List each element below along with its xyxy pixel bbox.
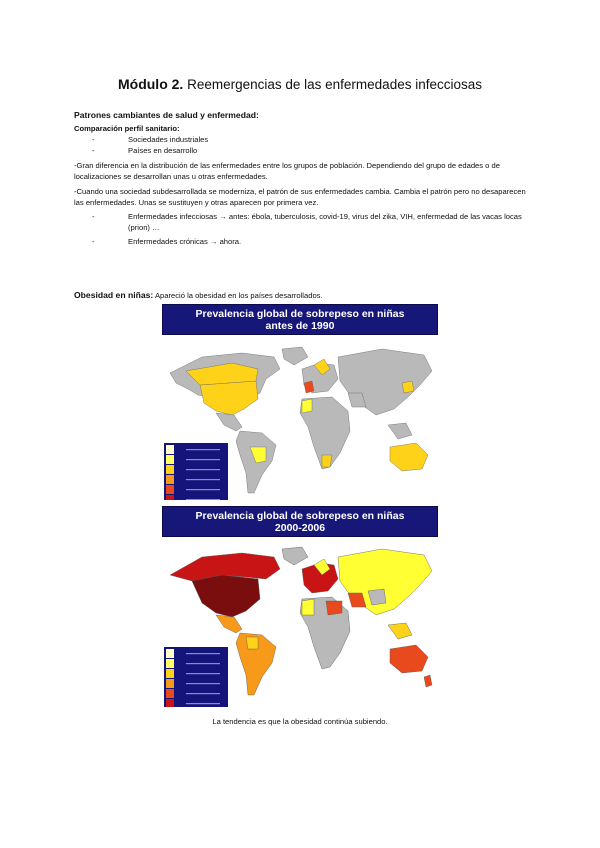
legend-label-blur <box>186 693 220 694</box>
module-subject: Reemergencias de las enfermedades infecciosas <box>187 77 482 92</box>
legend-label-blur <box>186 449 220 450</box>
list-item <box>74 145 534 156</box>
figure-caption: La tendencia es que la obesidad continúa subiendo. <box>212 717 388 726</box>
legend-swatch <box>166 455 174 464</box>
list-item-text: Enfermedades infecciosas → antes: ébola, tuberculosis, covid-19, virus del zika, VIH, enfermedad de las vacas locas (prion) … <box>128 212 522 232</box>
paragraph: -Gran diferencia en la distribución de las enfermedades entre los grupos de población. Dependiendo del grupo de edades o de localizaciones se desarrollan unas u otras enfermedades. <box>74 161 500 181</box>
legend-swatch <box>166 669 174 678</box>
bullet: - <box>92 135 95 144</box>
page-title <box>0 76 600 92</box>
paragraph: -Cuando una sociedad subdesarrollada se moderniza, el patrón de sus enfermedades cambia. Cambia el patrón pero no desaparecen las enfermedades. Unas se sustituyen y otras aparecen por primera vez. <box>74 187 526 207</box>
list-item <box>74 134 534 145</box>
comparison-label: Comparación perfil sanitario: <box>74 124 180 133</box>
legend-label-blur <box>186 653 220 654</box>
legend-swatch <box>166 649 174 658</box>
map-title <box>162 304 438 335</box>
map-title-line: antes de 1990 <box>265 320 335 332</box>
map-title-line: 2000-2006 <box>274 522 326 534</box>
module-number: Módulo 2. <box>117 76 184 92</box>
legend-swatch <box>166 689 174 698</box>
legend-swatch <box>166 445 174 454</box>
bullet: - <box>92 146 95 155</box>
legend-swatch <box>166 485 174 494</box>
legend-label-blur <box>186 703 220 704</box>
legend-swatch <box>166 679 174 688</box>
map-title-line: Prevalencia global de sobrepeso en niñas <box>195 510 405 522</box>
section-heading: Obesidad en niñas: <box>74 290 154 300</box>
legend-label-blur <box>186 469 220 470</box>
map-2000-2006 <box>162 506 438 707</box>
legend-label-blur <box>186 459 220 460</box>
section-health-patterns <box>74 110 534 247</box>
list-item <box>74 211 534 233</box>
world-map-image <box>162 335 438 500</box>
legend-swatch <box>166 699 174 707</box>
legend-swatch <box>166 495 174 500</box>
bullet: - <box>92 212 95 221</box>
map-title-line: Prevalencia global de sobrepeso en niñas <box>195 308 405 320</box>
list-item-text: Países en desarrollo <box>128 146 198 155</box>
map-before-1990 <box>162 304 438 500</box>
map-title <box>162 506 438 537</box>
legend-swatch <box>166 465 174 474</box>
section-heading: Patrones cambiantes de salud y enfermedad: <box>74 110 259 120</box>
legend-swatch <box>166 475 174 484</box>
section-text: Apareció la obesidad en los países desarrollados. <box>154 291 323 300</box>
bullet: - <box>92 237 95 246</box>
world-map-image <box>162 537 438 707</box>
list-item-text: Sociedades industriales <box>128 135 209 144</box>
legend-label-blur <box>186 499 220 500</box>
list-item <box>74 236 534 247</box>
legend-label-blur <box>186 683 220 684</box>
legend-label-blur <box>186 673 220 674</box>
legend-label-blur <box>186 489 220 490</box>
section-obesity <box>74 290 534 301</box>
legend-swatch <box>166 659 174 668</box>
list-item-text: Enfermedades crónicas → ahora. <box>128 237 242 246</box>
legend-label-blur <box>186 663 220 664</box>
legend-label-blur <box>186 479 220 480</box>
